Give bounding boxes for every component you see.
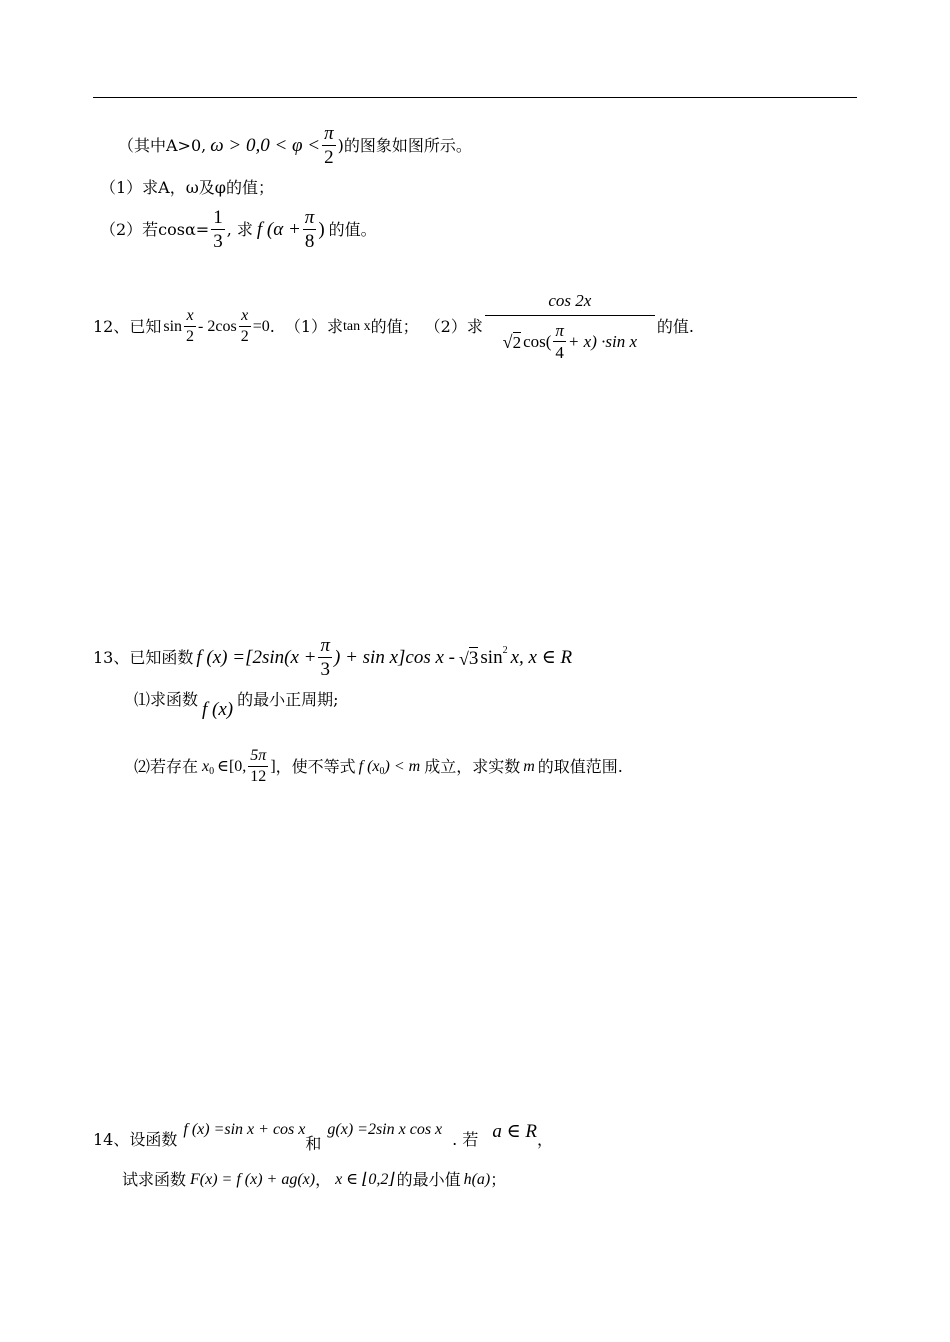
q13-part1: ⑴求函数 f (x) 的最小正周期; (134, 689, 339, 720)
q13-statement: 13、已知函数 f (x) =[2sin(x + $\frac{\pi}{3}$ ) + sin x]cos x - √ 3 sin 2 x, x ∈ R (93, 635, 573, 680)
q11-cond-close: )的图象如图所示。 (337, 135, 472, 155)
q14-statement: 14、设函数 f (x) =sin x + cos x 和 g(x) =2sin x cos x . 若 a ∈ R ， (93, 1120, 554, 1153)
q11-condition (118, 124, 472, 167)
q14-h-a: h(a) (463, 1171, 491, 1188)
q14-x-in: x ∈ ⌊0,2⌋ (335, 1171, 395, 1188)
q12-x-over-2-b: $\frac{x}{2}$ (240, 307, 249, 345)
q14-label: 14、设函数 (93, 1129, 178, 1149)
q11-part2: （2）若cosα= $\frac{1}{3}$ , 求 f (α + $\frac{\pi}{8}$ ) 的值。 (100, 207, 377, 252)
header-rule (93, 97, 857, 98)
q13-5pi-over-12: $\frac{5\pi}{12}$ (250, 747, 267, 785)
q12-big-fraction: cos 2x √ 2 cos( $\frac{\pi}{4}$ + x) ·sin x (485, 292, 655, 361)
q11-part1: （1）求A，ω及φ的值； (100, 178, 274, 197)
q11-pi-over-8: $\frac{\pi}{8}$ (304, 207, 315, 252)
q11-omega-cond: ω > 0,0 < φ < (210, 135, 321, 156)
q13-part2: ⑵若存在 x 0 ∈[0, $\frac{5\pi}{12}$ ] ，使不等式 f (x 0 ) < m 成立，求实数 m 的取值范围. (134, 747, 623, 785)
q14-F-def: F(x) = f (x) + ag(x) (190, 1171, 316, 1188)
q12-x-over-2-a: $\frac{x}{2}$ (186, 307, 195, 345)
q14-line2: 试求函数 F(x) = f (x) + ag(x) ， x ∈ ⌊0,2⌋ 的最小值 h(a) ； (122, 1170, 507, 1189)
q14-g-def: g(x) =2sin x cos x (327, 1120, 443, 1138)
q11-one-third: $\frac{1}{3}$ (213, 207, 223, 252)
q12-sqrt2: √ 2 (502, 332, 522, 352)
q11-cond-open: （其中A>0, (118, 135, 207, 155)
q12-label: 12、已知 (93, 316, 162, 336)
q12-tanx: tan x (343, 318, 371, 334)
q11-f-expr: f (α + (256, 219, 301, 240)
q12-pi-over-4: $\frac{\pi}{4}$ (555, 321, 564, 362)
q12-statement: 12、已知 sin $\frac{x}{2}$ - 2cos $\frac{x}{2}$ =0 . （1）求 tan x 的值； （2）求 cos 2x √ 2 cos( $\frac{\pi}{4}$ + x) ·sin x 的值. (93, 291, 694, 362)
q13-pi-over-3: $\frac{\pi}{3}$ (320, 635, 330, 680)
q14-f-def: f (x) =sin x + cos x (183, 1120, 306, 1138)
q11-pi-over-2: $\frac{\pi}{2}$ (324, 123, 334, 168)
q13-sqrt3: √ 3 (459, 648, 479, 669)
q13-label: 13、已知函数 (93, 647, 194, 667)
q13-fx: f (x) (202, 699, 234, 720)
q14-a-in-r: a ∈ R (492, 1121, 538, 1142)
